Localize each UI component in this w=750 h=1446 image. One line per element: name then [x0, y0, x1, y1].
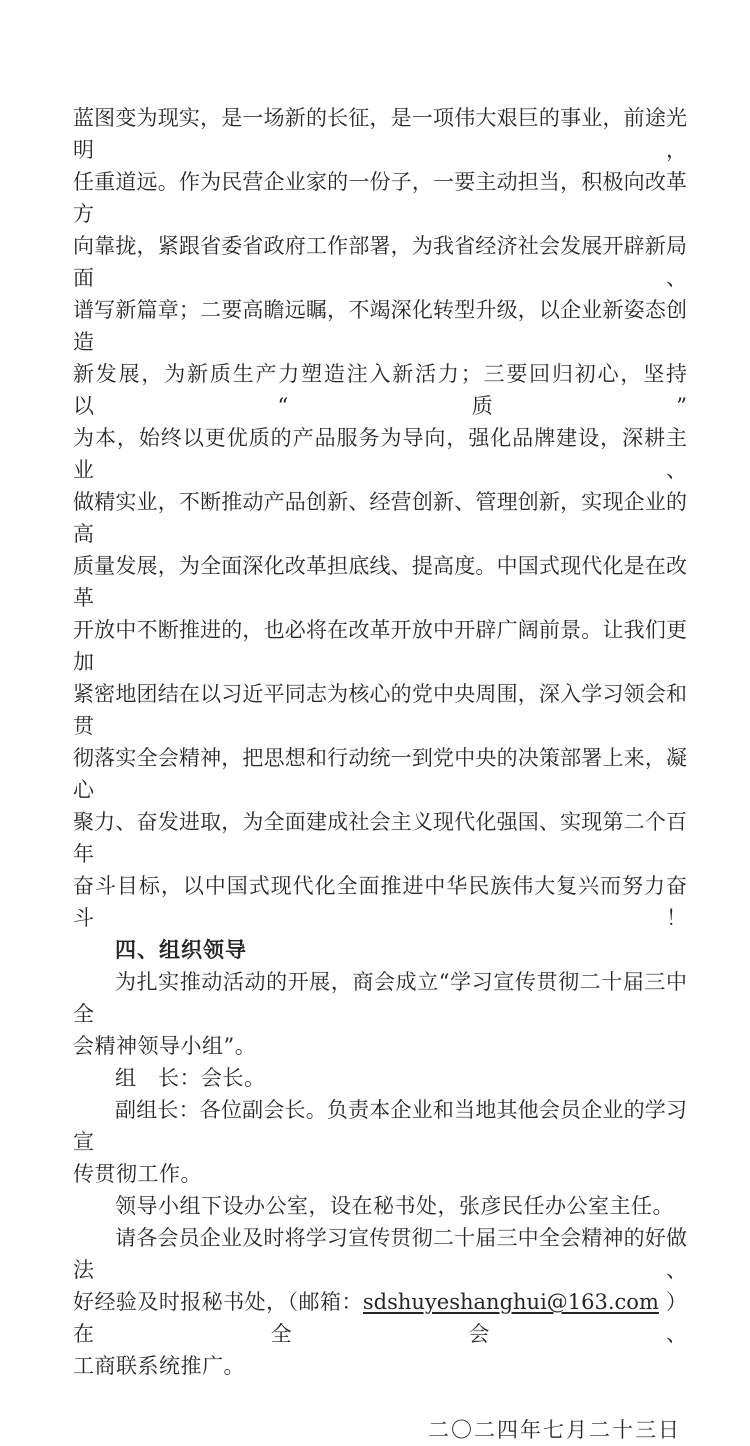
- text-line: 领导小组下设办公室，设在秘书处，张彦民任办公室主任。: [115, 1194, 674, 1218]
- text-line: 传贯彻工作。: [73, 1162, 202, 1186]
- text-segment: ）在全会、: [73, 1290, 687, 1346]
- text-line: 为扎实推动活动的开展，商会成立“学习宣传贯彻二十届三中全: [73, 970, 687, 1026]
- text-line: 会精神领导小组”。: [73, 1034, 257, 1058]
- document-body: [73, 102, 687, 1446]
- email-link[interactable]: sdshuyeshanghui@163.com: [362, 1290, 659, 1314]
- text-line: 彻落实全会精神，把思想和行动统一到党中央的决策部署上来，凝心: [73, 746, 687, 802]
- text-line: 紧密地团结在以习近平同志为核心的党中央周围，深入学习领会和贯: [73, 682, 687, 738]
- document-date: 二〇二四年七月二十三日: [428, 1418, 681, 1442]
- section-heading: 四、组织领导: [115, 938, 247, 962]
- text-line: 谱写新篇章；二要高瞻远瞩，不竭深化转型升级，以企业新姿态创造: [73, 298, 687, 354]
- text-line: 聚力、奋发进取，为全面建成社会主义现代化强国、实现第二个百年: [73, 810, 687, 866]
- text-line: 新发展，为新质生产力塑造注入新活力；三要回归初心，坚持以“质”: [73, 362, 687, 418]
- text-line: 质量发展，为全面深化改革担底线、提高度。中国式现代化是在改革: [73, 554, 687, 610]
- text-line: 做精实业，不断推动产品创新、经营创新、管理创新，实现企业的高: [73, 490, 687, 546]
- text-line: 奋斗目标，以中国式现代化全面推进中华民族伟大复兴而努力奋斗！: [73, 874, 687, 930]
- text-line: 为本，始终以更优质的产品服务为导向，强化品牌建设，深耕主业、: [73, 426, 687, 482]
- text-line: 任重道远。作为民营企业家的一份子，一要主动担当，积极向改革方: [73, 170, 687, 226]
- text-line: 开放中不断推进的，也必将在改革开放中开辟广阔前景。让我们更加: [73, 618, 687, 674]
- text-line: 向靠拢，紧跟省委省政府工作部署，为我省经济社会发展开辟新局面、: [73, 234, 687, 290]
- text-line: 请各会员企业及时将学习宣传贯彻二十届三中全会精神的好做法、: [73, 1226, 687, 1282]
- text-line: [73, 1286, 687, 1350]
- text-segment: 好经验及时报秘书处，（邮箱：: [73, 1290, 363, 1314]
- text-line: 蓝图变为现实，是一场新的长征，是一项伟大艰巨的事业，前途光明，: [73, 106, 687, 162]
- text-line: 工商联系统推广。: [73, 1354, 245, 1378]
- text-line: 副组长：各位副会长。负责本企业和当地其他会员企业的学习宣: [73, 1098, 687, 1154]
- text-line: 组 长：会长。: [115, 1066, 266, 1090]
- body-lines: [73, 102, 687, 1382]
